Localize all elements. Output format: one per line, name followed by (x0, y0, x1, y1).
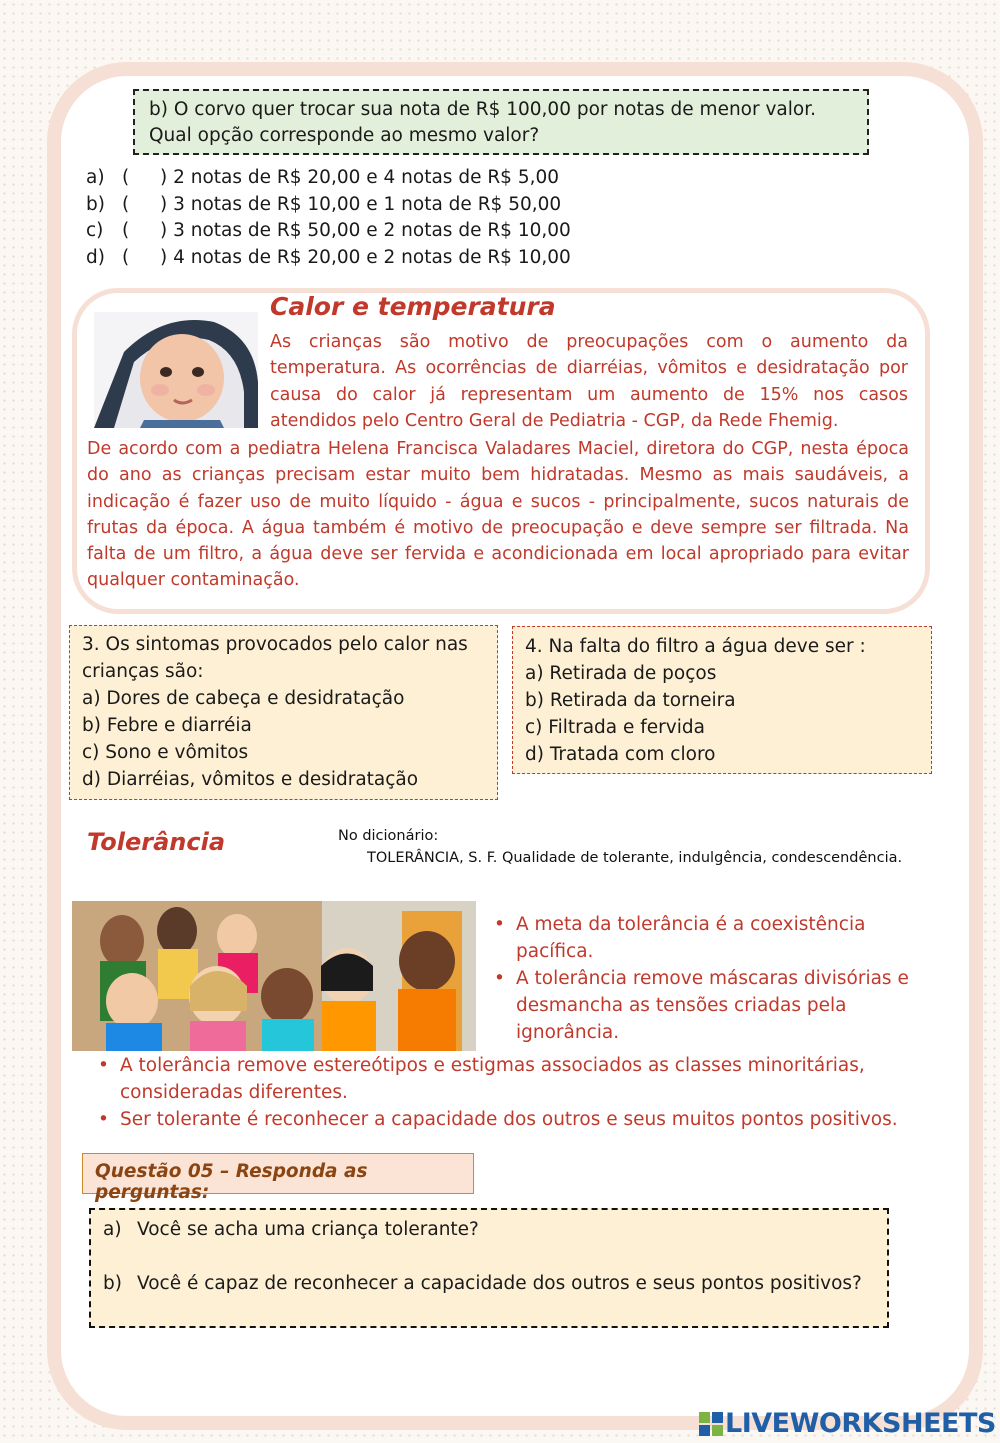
question-b-prompt: b) O corvo quer trocar sua nota de R$ 100,00 por notas de menor valor. Qual opção corresponde ao mesmo valor? (149, 99, 817, 146)
option-c[interactable] (86, 218, 571, 245)
question-4-box (512, 626, 932, 774)
question-3-option-c[interactable]: c) Sono e vômitos (82, 742, 249, 763)
calor-paragraph-2: De acordo com a pediatra Helena Francisca Valadares Maciel, diretora do CGP, nesta época do ano as crianças precisam estar muito bem hidratadas. Mesmo as mais saudáveis, a indicação é fazer uso de muito líquido - água e sucos - principalmente, sucos naturais de frutas da época. A água também é motivo de preocupação e deve sempre ser filtrada. Na falta de um filtro, a água deve ser fervida e acondicionada em local apropriado para evitar qualquer contaminação. (87, 439, 909, 591)
item-text: Você se acha uma criança tolerante? (137, 1219, 479, 1240)
item-letter: a) (103, 1219, 122, 1240)
dictionary-definition: TOLERÂNCIA, S. F. Qualidade de tolerante, indulgência, condescendência. (367, 850, 903, 866)
liveworksheets-logo[interactable] (699, 1408, 996, 1439)
tolerancia-bullets-right (490, 911, 910, 1046)
question-3-option-a[interactable]: a) Dores de cabeça e desidratação (82, 688, 405, 709)
option-checkbox[interactable]: ( (122, 220, 130, 241)
option-b[interactable] (86, 192, 571, 219)
question-3-option-b[interactable]: b) Febre e diarréia (82, 715, 252, 736)
bullet-item: • A tolerância remove máscaras divisórias e desmancha as tensões criadas pela ignorância. (490, 965, 910, 1046)
tolerancia-title: Tolerância (87, 828, 226, 856)
option-letter: a) (86, 167, 105, 188)
tolerancia-bullets-bottom (94, 1052, 914, 1133)
children-photo (72, 901, 476, 1051)
option-checkbox[interactable]: ( (122, 246, 130, 268)
option-letter: d) (86, 246, 105, 268)
option-text: ) 4 notas de R$ 20,00 e 2 notas de R$ 10,00 (160, 246, 571, 268)
question-5-item-a[interactable] (103, 1216, 875, 1243)
question-4-prompt: 4. Na falta do filtro a água deve ser : (525, 636, 866, 657)
option-text: ) 2 notas de R$ 20,00 e 4 notas de R$ 5,00 (160, 167, 560, 188)
item-text: Você é capaz de reconhecer a capacidade dos outros e seus pontos positivos? (137, 1273, 862, 1294)
baby-photo (94, 312, 258, 428)
question-5-header: Questão 05 – Responda as perguntas: (82, 1153, 474, 1194)
logo-text: LIVEWORKSHEETS (725, 1408, 996, 1439)
item-letter: b) (103, 1273, 122, 1294)
bullet-item: • A meta da tolerância é a coexistência pacífica. (490, 911, 910, 965)
question-4-option-a[interactable]: a) Retirada de poços (525, 663, 717, 684)
option-checkbox[interactable]: ( (122, 193, 130, 215)
question-4-option-d[interactable]: d) Tratada com cloro (525, 744, 716, 765)
question-b-box (133, 89, 869, 155)
bullet-item: • A tolerância remove estereótipos e estigmas associados as classes minoritárias, consideradas diferentes. (94, 1052, 914, 1106)
dictionary-label: No dicionário: (338, 828, 439, 844)
option-text: ) 3 notas de R$ 10,00 e 1 nota de R$ 50,00 (160, 193, 562, 215)
question-4-option-b[interactable]: b) Retirada da torneira (525, 690, 736, 711)
question-3-option-d[interactable]: d) Diarréias, vômitos e desidratação (82, 769, 419, 790)
logo-icon (699, 1410, 725, 1438)
question-3-prompt: 3. Os sintomas provocados pelo calor nas crianças são: (82, 634, 468, 682)
option-text: ) 3 notas de R$ 50,00 e 2 notas de R$ 10,00 (160, 220, 571, 241)
bullet-item: • Ser tolerante é reconhecer a capacidade dos outros e seus muitos pontos positivos. (94, 1106, 914, 1133)
question-3-box (69, 625, 498, 800)
question-5-item-b[interactable] (103, 1270, 875, 1297)
calor-paragraph-1: As crianças são motivo de preocupações com o aumento da temperatura. As ocorrências de diarréias, vômitos e desidratação por causa do calor já representam um aumento de 15% nos casos atendidos pelo Centro Geral de Pediatria - CGP, da Rede Fhemig. (270, 332, 908, 431)
option-letter: b) (86, 193, 105, 215)
question-4-option-c[interactable]: c) Filtrada e fervida (525, 717, 705, 738)
question-b-options (86, 165, 571, 271)
option-letter: c) (86, 220, 104, 241)
calor-title: Calor e temperatura (270, 292, 556, 321)
question-5-box (89, 1208, 889, 1328)
option-checkbox[interactable]: ( (122, 167, 130, 188)
option-a[interactable] (86, 165, 571, 192)
option-d[interactable] (86, 245, 571, 272)
